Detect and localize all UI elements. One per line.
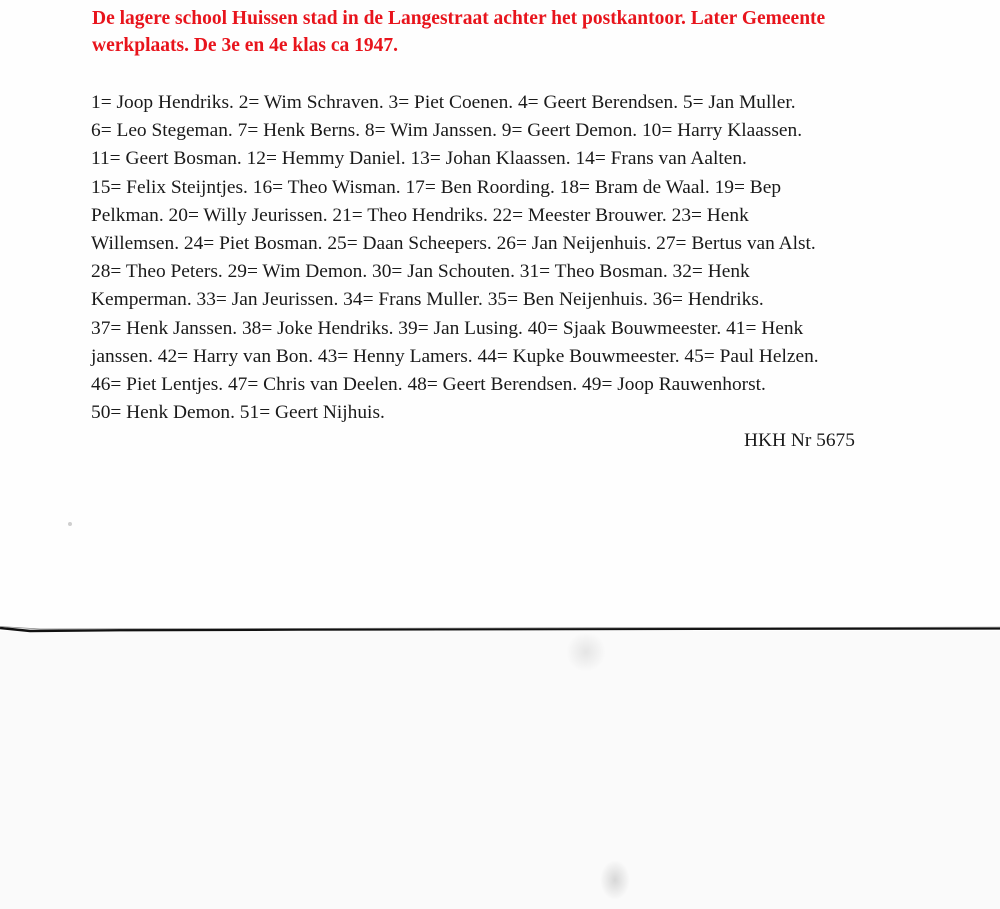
paper-speck [68,522,72,526]
paper-fold-edge [0,626,1000,634]
paper-scuff [566,632,606,672]
name-line: Pelkman. 20= Willy Jeurissen. 21= Theo Hendriks. 22= Meester Brouwer. 23= Henk [91,204,749,226]
name-line: Kemperman. 33= Jan Jeurissen. 34= Frans Muller. 35= Ben Neijenhuis. 36= Hendriks. [91,289,764,311]
name-list [91,89,996,427]
name-line: 6= Leo Stegeman. 7= Henk Berns. 8= Wim Janssen. 9= Geert Demon. 10= Harry Klaassen. [91,120,803,142]
name-line: 50= Henk Demon. 51= Geert Nijhuis. [91,402,385,424]
name-line: janssen. 42= Harry van Bon. 43= Henny Lamers. 44= Kupke Bouwmeester. 45= Paul Helzen. [91,345,819,367]
lower-paper-area [0,631,1000,909]
document-title [92,5,997,59]
name-line: Willemsen. 24= Piet Bosman. 25= Daan Scheepers. 26= Jan Neijenhuis. 27= Bertus van Alst. [91,233,816,255]
name-line: 15= Felix Steijntjes. 16= Theo Wisman. 17= Ben Roording. 18= Bram de Waal. 19= Bep [91,176,782,198]
name-line: 46= Piet Lentjes. 47= Chris van Deelen. 48= Geert Berendsen. 49= Joop Rauwenhorst. [91,374,766,396]
name-line: 28= Theo Peters. 29= Wim Demon. 30= Jan Schouten. 31= Theo Bosman. 32= Henk [91,261,750,283]
paper-scuff [600,860,630,900]
name-line: 1= Joop Hendriks. 2= Wim Schraven. 3= Piet Coenen. 4= Geert Berendsen. 5= Jan Muller. [91,92,796,113]
title-line: werkplaats. De 3e en 4e klas ca 1947. [92,35,399,56]
name-line: 37= Henk Janssen. 38= Joke Hendriks. 39= Jan Lusing. 40= Sjaak Bouwmeester. 41= Henk [91,317,804,339]
title-line: De lagere school Huissen stad in de Langestraat achter het postkantoor. Later Gemeente [92,8,826,29]
archive-reference: HKH Nr 5675 [744,430,855,451]
name-line: 11= Geert Bosman. 12= Hemmy Daniel. 13= Johan Klaassen. 14= Frans van Aalten. [91,148,747,170]
